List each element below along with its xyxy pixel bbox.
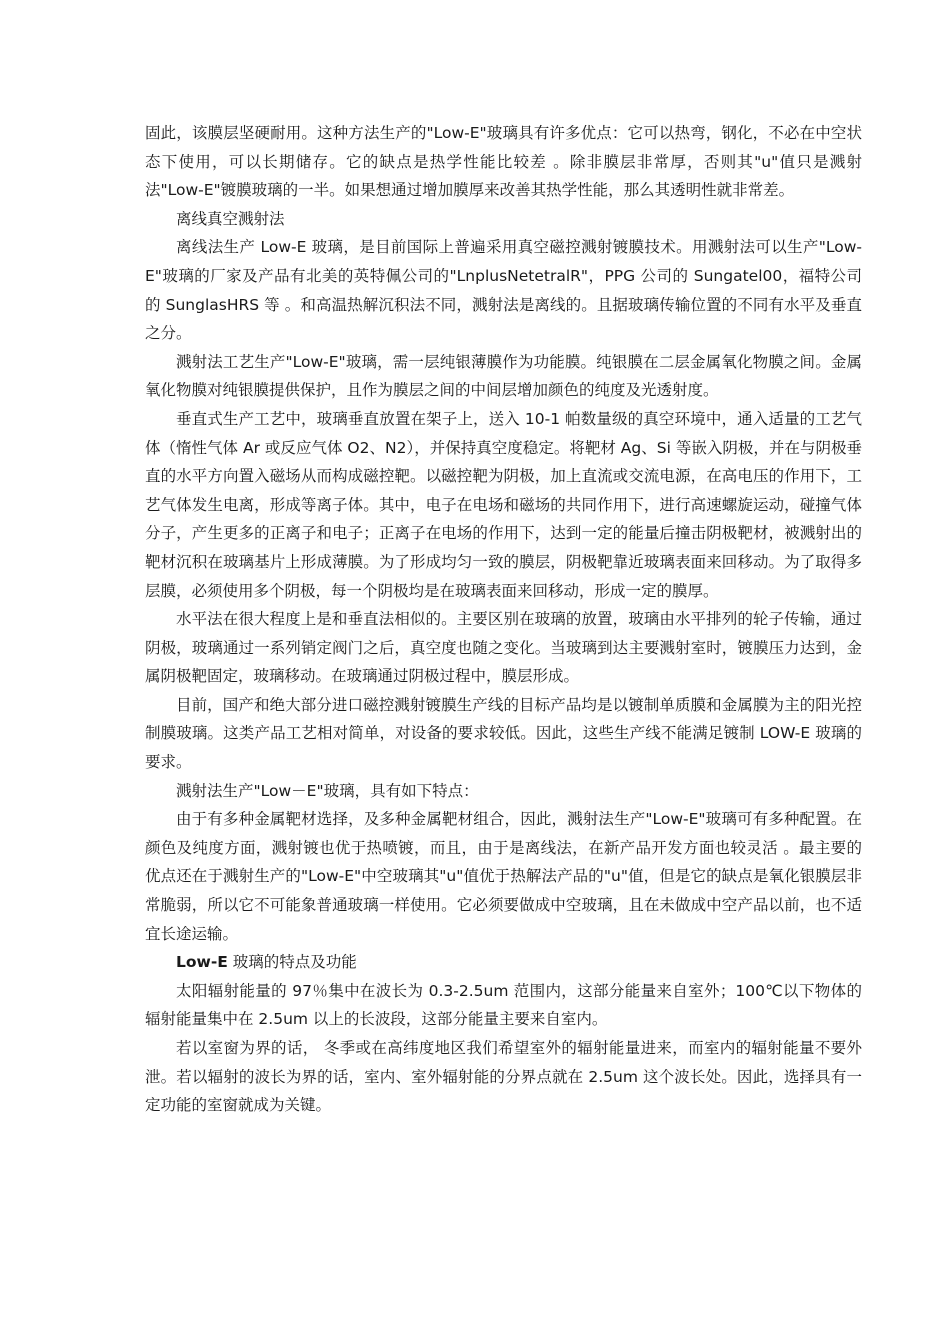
section-heading-offline-sputtering: 离线真空溅射法 bbox=[176, 209, 285, 228]
section-heading-rest: 玻璃的特点及功能 bbox=[227, 953, 357, 972]
paragraph-5: 水平法在很大程度上是和垂直法相似的。主要区别在玻璃的放置，玻璃由水平排列的轮子传输，通过阴极，玻璃通过一系列销定阀门之后，真空度也随之变化。当玻璃到达主要溅射室时，镀膜压力达到，金属阴极靶固定，玻璃移动。在玻璃通过阴极过程中，膜层形成。 bbox=[145, 610, 862, 686]
section-heading-lowe-features bbox=[145, 948, 862, 977]
section-heading-bold-term: Low-E bbox=[176, 953, 228, 972]
paragraph-10: 若以室窗为界的话， 冬季或在高纬度地区我们希望室外的辐射能量进来，而室内的辐射能量不要外泄。若以辐射的波长为界的话，室内、室外辐射能的分界点就在 2.5um 这个波长处。因此，选择具有一定功能的室窗就成为关键。 bbox=[145, 1039, 862, 1115]
paragraph-3: 溅射法工艺生产"Low-E"玻璃，需一层纯银薄膜作为功能膜。纯银膜在二层金属氧化物膜之间。金属氧化物膜对纯银膜提供保护，且作为膜层之间的中间层增加颜色的纯度及光透射度。 bbox=[145, 352, 862, 400]
paragraph-4: 垂直式生产工艺中，玻璃垂直放置在架子上，送入 10-1 帕数量级的真空环境中，通入适量的工艺气体（惰性气体 Ar 或反应气体 O2、N2），并保持真空度稳定。将靶材 Ag、Si 等嵌入阴极，并在与阴极垂直的水平方向置入磁场从而构成磁控靶。以磁控靶为阴极，加上直流或交流电源，在高电压的作用下，工艺气体发生电离，形成等离子体。其中，电子在电场和磁场的共同作用下，进行高速螺旋运动，碰撞气体分子，产生更多的正离子和电子；正离子在电场的作用下，达到一定的能量后撞击阴极靶材，被溅射出的靶材沉积在玻璃基片上形成薄膜。为了形成均匀一致的膜层，阴极靶靠近玻璃表面来回移动。为了取得多层膜，必须使用多个阴极，每一个阴极均是在玻璃表面来回移动，形成一定的膜厚。 bbox=[145, 409, 862, 600]
paragraph-8: 由于有多种金属靶材选择，及多种金属靶材组合，因此，溅射法生产"Low-E"玻璃可有多种配置。在颜色及纯度方面，溅射镀也优于热喷镀，而且，由于是离线法，在新产品开发方面也较灵活 。最主要的优点还在于溅射生产的"Low-E"中空玻璃其"u"值优于热解法产品的"u"值，但是它的缺点是氧化银膜层非常脆弱，所以它不可能象普通玻璃一样使用。它必须要做成中空玻璃，且在未做成中空产品以前，也不适宜长途运输。 bbox=[145, 810, 862, 943]
paragraph-7: 溅射法生产"Low－E"玻璃，具有如下特点： bbox=[176, 781, 479, 800]
paragraph-9: 太阳辐射能量的 97％集中在波长为 0.3-2.5um 范围内，这部分能量来自室外；100℃以下物体的辐射能量集中在 2.5um 以上的长波段，这部分能量主要来自室内。 bbox=[145, 981, 862, 1029]
paragraph-2: 离线法生产 Low-E 玻璃，是目前国际上普遍采用真空磁控溅射镀膜技术。用溅射法可以生产"Low-E"玻璃的厂家及产品有北美的英特佩公司的"LnplusNetetralR"，PPG 公司的 Sungatel00，福特公司的 SunglasHRS 等 。和高温热解沉积法不同，溅射法是离线的。且据玻璃传输位置的不同有水平及垂直之分。 bbox=[145, 238, 862, 343]
document-body bbox=[145, 119, 862, 1120]
paragraph-1: 固此，该膜层坚硬耐用。这种方法生产的"Low-E"玻璃具有许多优点：它可以热弯，钢化，不必在中空状态下使用，可以长期储存。它的缺点是热学性能比较差 。除非膜层非常厚，否则其"u"值只是溅射法"Low-E"镀膜玻璃的一半。如果想通过增加膜厚来改善其热学性能，那么其透明性就非常差。 bbox=[145, 124, 862, 200]
paragraph-6: 目前，国产和绝大部分进口磁控溅射镀膜生产线的目标产品均是以镀制单质膜和金属膜为主的阳光控制膜玻璃。这类产品工艺相对简单，对设备的要求较低。因此，这些生产线不能满足镀制 LOW-E 玻璃的要求。 bbox=[145, 695, 862, 772]
